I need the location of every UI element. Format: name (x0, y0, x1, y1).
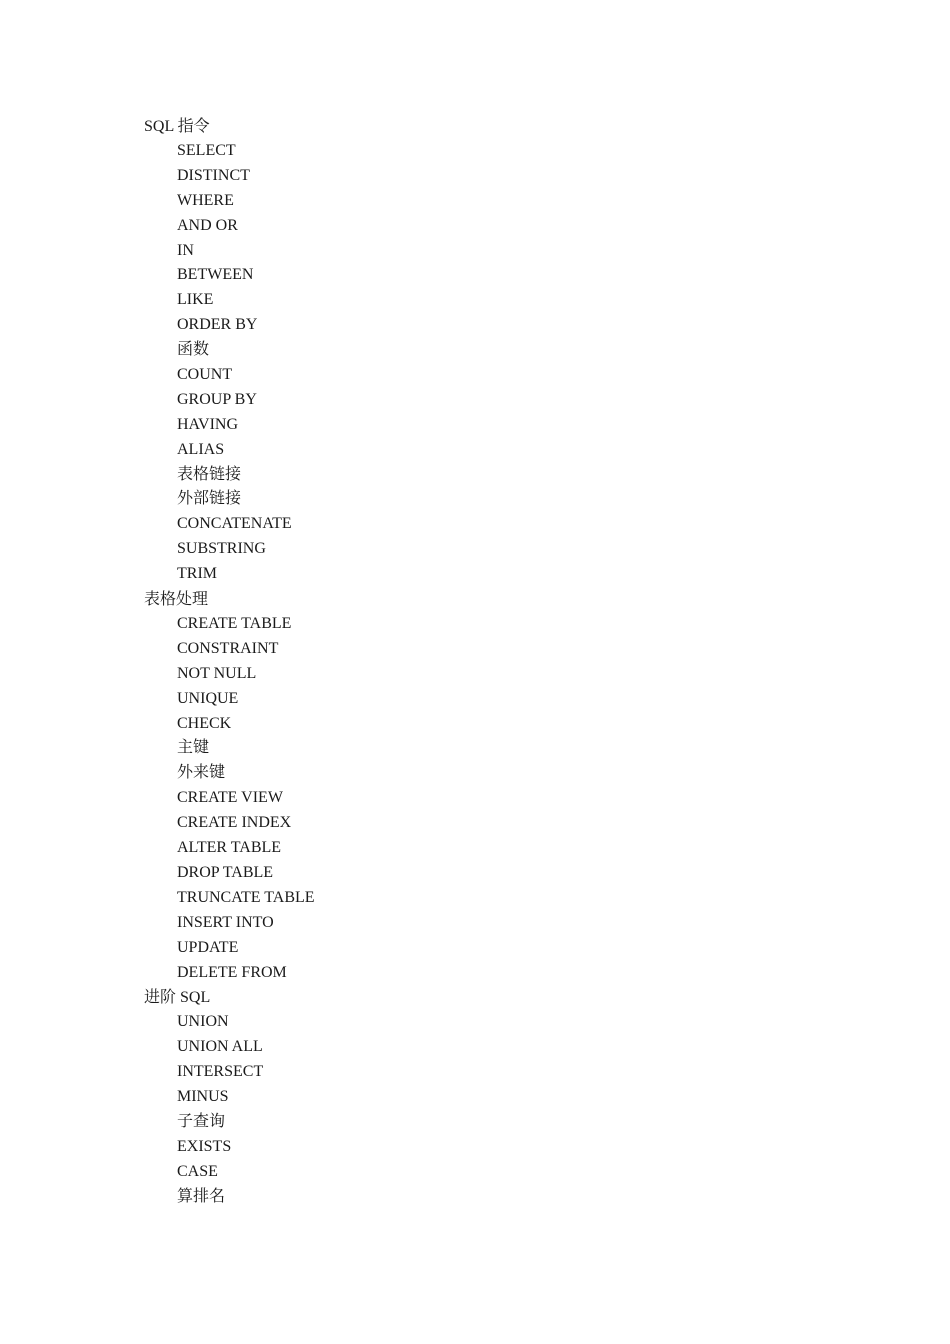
list-item: CREATE INDEX (177, 814, 292, 832)
list-item: EXISTS (177, 1137, 232, 1155)
section-item-list (144, 612, 844, 985)
list-item: DROP TABLE (177, 863, 274, 881)
list-item: 外部链接 (177, 490, 242, 508)
list-item: ALIAS (177, 440, 225, 458)
section-advanced-sql (144, 985, 844, 1209)
list-item: INTERSECT (177, 1063, 264, 1081)
list-item: SELECT (177, 142, 236, 159)
list-item: GROUP BY (177, 390, 257, 408)
list-item: COUNT (177, 366, 233, 384)
list-item: BETWEEN (177, 266, 254, 284)
list-item: AND OR (177, 216, 238, 234)
list-item: HAVING (177, 415, 239, 433)
list-item: DISTINCT (177, 166, 250, 184)
document-outline (144, 114, 844, 1210)
list-item: TRUNCATE TABLE (177, 888, 315, 906)
section-item-list (144, 1010, 844, 1209)
list-item: MINUS (177, 1088, 229, 1106)
list-item: CREATE VIEW (177, 789, 283, 807)
list-item: CONSTRAINT (177, 639, 279, 657)
list-item: 算排名 (177, 1187, 226, 1205)
section-table-operations (144, 587, 844, 985)
list-item: CONCATENATE (177, 515, 292, 533)
section-sql-commands (144, 114, 844, 587)
list-item: CHECK (177, 714, 232, 732)
section-title: 表格处理 (144, 591, 209, 609)
list-item: UNIQUE (177, 689, 239, 707)
list-item: 外来键 (177, 764, 226, 782)
list-item: TRIM (177, 565, 217, 583)
list-item: ORDER BY (177, 316, 258, 334)
section-item-list (144, 139, 844, 587)
list-item: 主键 (177, 739, 210, 757)
list-item: CREATE TABLE (177, 615, 292, 633)
list-item: DELETE FROM (177, 963, 287, 981)
list-item: 函数 (177, 341, 210, 359)
list-item: 表格链接 (177, 465, 242, 483)
list-item: CASE (177, 1162, 218, 1180)
section-title: SQL 指令 (144, 118, 210, 135)
list-item: UNION (177, 1013, 229, 1031)
list-item: WHERE (177, 191, 234, 209)
list-item: IN (177, 241, 194, 259)
list-item: 子查询 (177, 1112, 226, 1130)
list-item: NOT NULL (177, 664, 257, 682)
list-item: UPDATE (177, 938, 239, 956)
list-item: INSERT INTO (177, 913, 274, 931)
list-item: SUBSTRING (177, 540, 266, 558)
list-item: LIKE (177, 291, 214, 309)
list-item: UNION ALL (177, 1038, 263, 1056)
list-item: ALTER TABLE (177, 839, 282, 857)
section-title: 进阶 SQL (144, 989, 211, 1007)
